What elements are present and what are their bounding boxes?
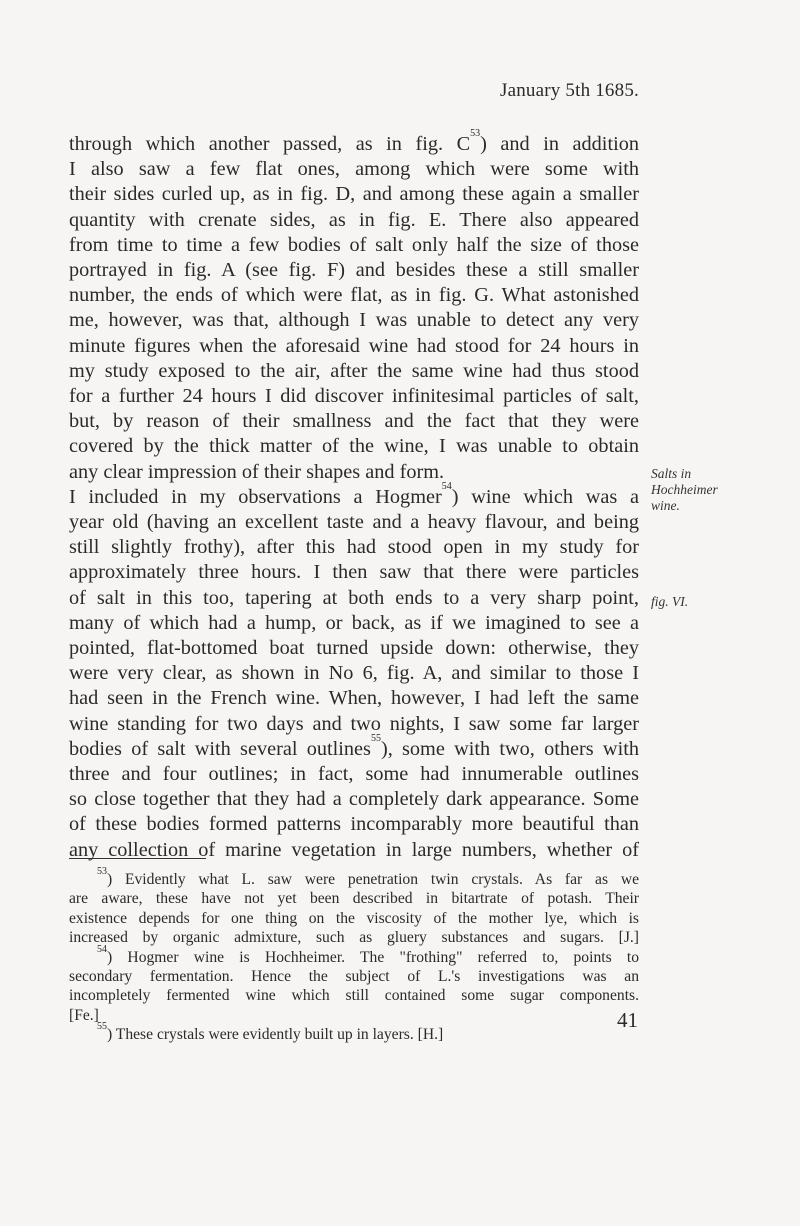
text-line: still slightly frothy), after this had stood open in my study for xyxy=(69,536,639,559)
text-fragment: ) wine which was a xyxy=(451,485,639,508)
text-line: wine standing for two days and two nights, I saw some far larger xyxy=(69,712,639,735)
text-fragment: ), some with two, others with xyxy=(380,737,639,760)
text-line: approximately three hours. I then saw that there were particles xyxy=(69,561,639,584)
margin-note-line: Salts in xyxy=(651,466,692,481)
text-line: my study exposed to the air, after the same wine had thus stood xyxy=(69,359,639,382)
footnotes xyxy=(69,866,639,1045)
margin-note-line: wine. xyxy=(651,498,680,513)
footnote-54 xyxy=(69,943,639,967)
footnote-line: [Fe.] xyxy=(69,1006,99,1024)
footnote-ref-55: 55 xyxy=(370,732,381,744)
text-line: from time to time a few bodies of salt only half the size of those xyxy=(69,233,639,256)
text-line: of salt in this too, tapering at both ends to a very sharp point, xyxy=(69,586,639,609)
main-text xyxy=(69,128,639,863)
margin-note-salts xyxy=(651,466,718,514)
footnote-number: 54 xyxy=(97,943,107,955)
text-line: me, however, was that, although I was unable to detect any very xyxy=(69,309,639,332)
text-line: covered by the thick matter of the wine, I was unable to obtain xyxy=(69,435,639,458)
text-line xyxy=(69,480,639,510)
margin-note-line: Hochheimer xyxy=(651,482,718,497)
text-line: any collection of marine vegetation in large numbers, whether of xyxy=(69,838,639,861)
text-fragment: I included in my observations a Hogmer xyxy=(69,485,442,508)
footnote-text: ) Evidently what L. saw were penetration twin crystals. As far as we xyxy=(107,871,639,888)
text-line: of these bodies formed patterns incomparably more beautiful than xyxy=(69,813,639,836)
footnote-ref-53: 53 xyxy=(470,128,481,139)
footnote-number: 53 xyxy=(97,866,107,877)
text-line: any clear impression of their shapes and form. xyxy=(69,460,445,483)
footnote-53 xyxy=(69,866,639,889)
text-line: but, by reason of their smallness and the fact that they were xyxy=(69,410,639,433)
text-line: their sides curled up, as in fig. D, and among these again a smaller xyxy=(69,183,639,206)
text-line: so close together that they had a completely dark appearance. Some xyxy=(69,788,639,811)
text-fragment: bodies of salt with several outlines xyxy=(69,737,371,760)
footnote-line: are aware, these have not yet been described in bitartrate of potash. Their xyxy=(69,890,639,908)
text-line xyxy=(69,732,639,762)
footnote-55 xyxy=(69,1021,639,1044)
footnote-rule xyxy=(69,858,206,859)
text-fragment: ) and in addition xyxy=(480,133,639,155)
footnote-line: existence depends for one thing on the viscosity of the mother lye, which is xyxy=(69,909,639,927)
text-line: quantity with crenate sides, as in fig. E. There also appeared xyxy=(69,208,639,231)
text-line: year old (having an excellent taste and a heavy flavour, and being xyxy=(69,511,639,534)
footnote-text: ) These crystals were evidently built up in layers. [H.] xyxy=(107,1026,444,1044)
footnote-line: increased by organic admixture, such as gluery substances and sugars. [J.] xyxy=(69,929,639,947)
page-number: 41 xyxy=(617,1008,638,1032)
text-line: had seen in the French wine. When, however, I had left the same xyxy=(69,687,639,710)
text-line: pointed, flat-bottomed boat turned upside down: otherwise, they xyxy=(69,637,639,660)
footnote-line: secondary fermentation. Hence the subject of L.'s investigations was an xyxy=(69,968,639,986)
margin-note-fig: fig. VI. xyxy=(651,594,689,609)
footnote-ref-54: 54 xyxy=(441,480,452,492)
running-head: January 5th 1685. xyxy=(499,80,639,101)
text-line: number, the ends of which were flat, as in fig. G. What astonished xyxy=(69,284,639,307)
footnote-line: incompletely fermented wine which still contained some sugar components. xyxy=(69,987,639,1005)
footnote-text: ) Hogmer wine is Hochheimer. The "frothing" referred to, points to xyxy=(107,948,639,966)
text-line: I also saw a few flat ones, among which were some with xyxy=(69,158,639,181)
text-line: portrayed in fig. A (see fig. F) and besides these a still smaller xyxy=(69,259,639,282)
text-line: minute figures when the aforesaid wine had stood for 24 hours in xyxy=(69,334,639,357)
text-line: were very clear, as shown in No 6, fig. A, and similar to those I xyxy=(69,662,639,685)
text-line: for a further 24 hours I did discover infinitesimal particles of salt, xyxy=(69,385,639,408)
footnote-number: 55 xyxy=(97,1021,107,1033)
text-fragment: through which another passed, as in fig. C xyxy=(69,133,471,155)
text-line: three and four outlines; in fact, some had innumerable outlines xyxy=(69,763,639,786)
text-line xyxy=(69,128,639,157)
text-line: many of which had a hump, or back, as if we imagined to see a xyxy=(69,611,639,634)
